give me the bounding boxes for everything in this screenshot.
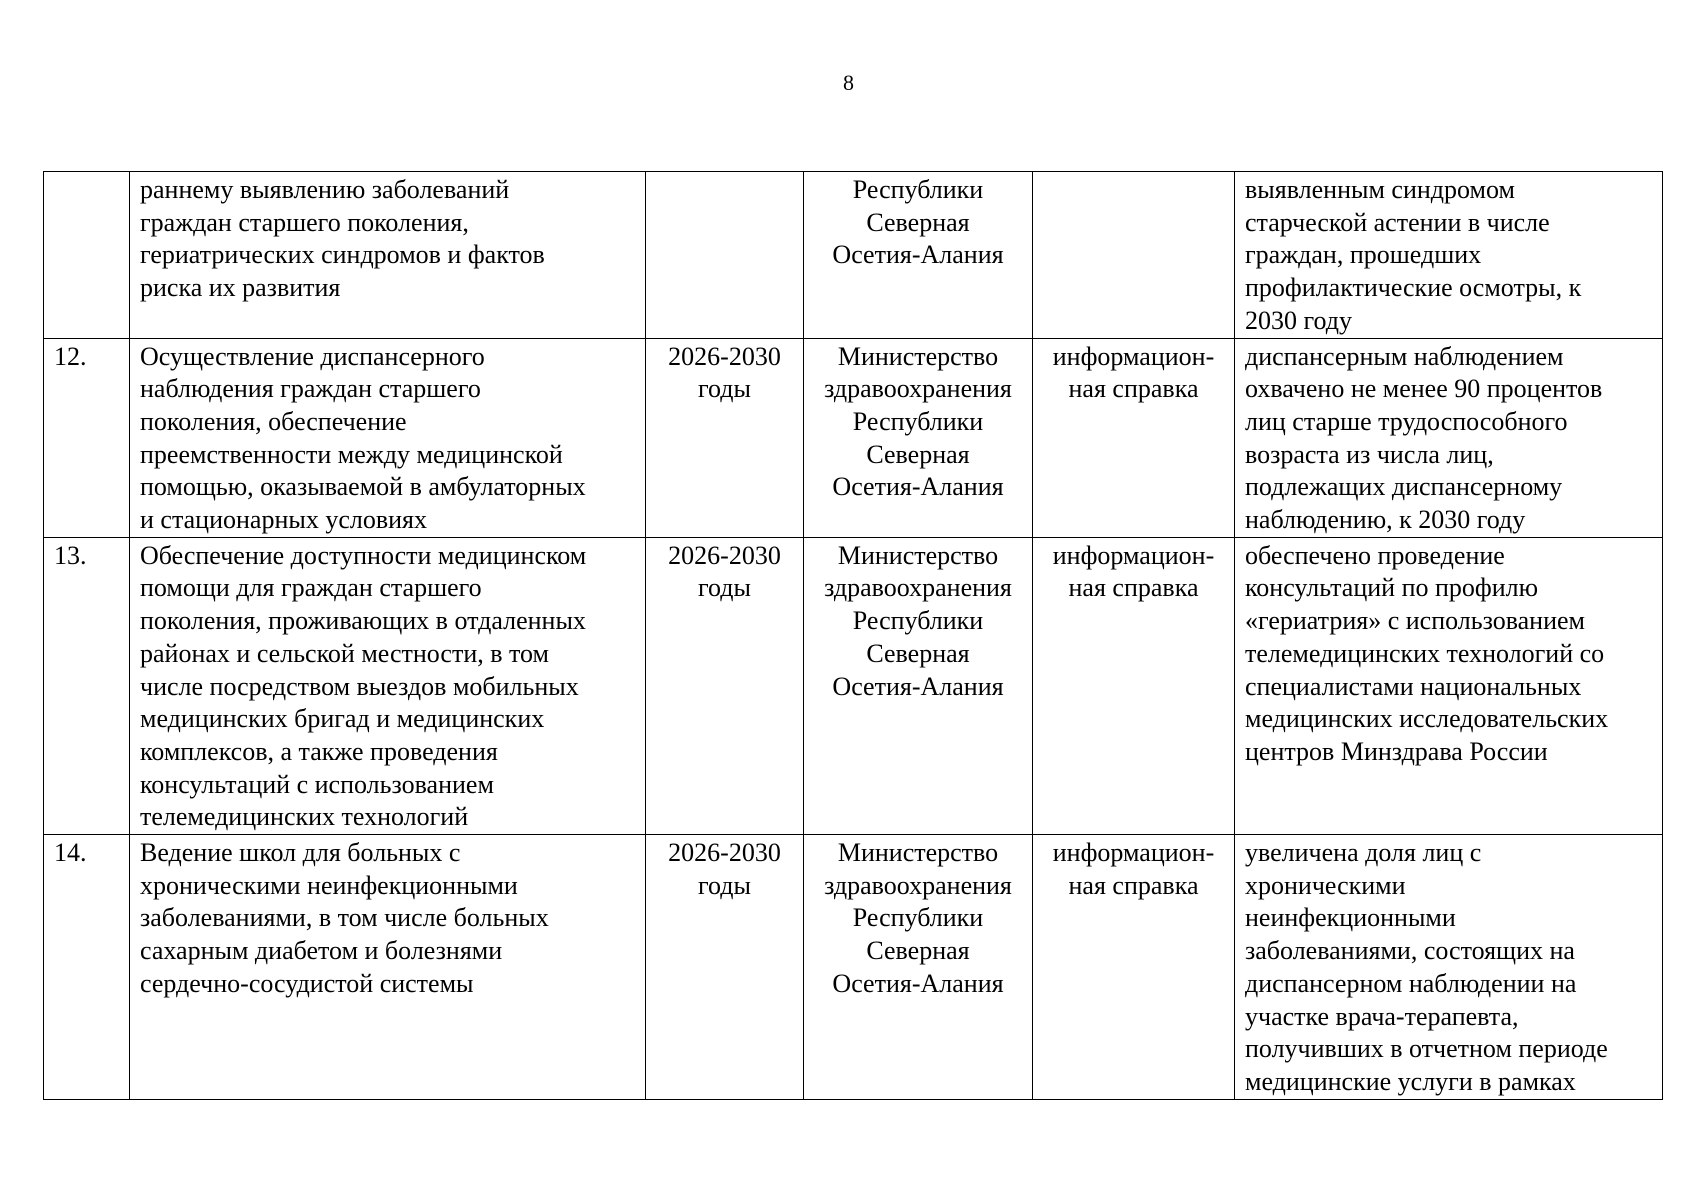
- period-cell: [646, 172, 804, 339]
- row-number-cell: [44, 172, 130, 339]
- table-row: [44, 835, 1663, 1100]
- page-number: 8: [843, 70, 854, 95]
- period-cell: 2026-2030 годы: [646, 835, 804, 1100]
- executor-cell: Министерство здравоохранения Республики Северная Осетия-Алания: [804, 338, 1033, 537]
- table-row: [44, 172, 1663, 339]
- table-row: [44, 537, 1663, 834]
- row-number-cell: 12.: [44, 338, 130, 537]
- row-number-cell: 14.: [44, 835, 130, 1100]
- expected-result-cell: выявленным синдромом старческой астении в числе граждан, прошедших профилактические осмотры, к 2030 году: [1235, 172, 1663, 339]
- expected-result-cell: диспансерным наблюдением охвачено не менее 90 процентов лиц старше трудоспособного возраста из числа лиц, подлежащих диспансерному наблюдению, к 2030 году: [1235, 338, 1663, 537]
- activity-description-cell: Ведение школ для больных с хроническими неинфекционными заболеваниями, в том числе больных сахарным диабетом и болезнями сердечно-сосудистой системы: [130, 835, 646, 1100]
- expected-result-cell: увеличена доля лиц с хроническими неинфекционными заболеваниями, состоящих на диспансерном наблюдении на участке врача-терапевта, получивших в отчетном периоде медицинские услуги в рамках: [1235, 835, 1663, 1100]
- executor-cell: Министерство здравоохранения Республики Северная Осетия-Алания: [804, 537, 1033, 834]
- report-form-cell: информацион- ная справка: [1033, 835, 1235, 1100]
- activity-description-cell: Обеспечение доступности медицинском помощи для граждан старшего поколения, проживающих в отдаленных районах и сельской местности, в том числе посредством выездов мобильных медицинских бригад и медицинских комплексов, а также проведения консультаций с использованием телемедицинских технологий: [130, 537, 646, 834]
- executor-cell: Республики Северная Осетия-Алания: [804, 172, 1033, 339]
- period-cell: 2026-2030 годы: [646, 537, 804, 834]
- row-number-cell: 13.: [44, 537, 130, 834]
- table-row: [44, 338, 1663, 537]
- report-form-cell: информацион- ная справка: [1033, 338, 1235, 537]
- activity-description-cell: Осуществление диспансерного наблюдения граждан старшего поколения, обеспечение преемственности между медицинской помощью, оказываемой в амбулаторных и стационарных условиях: [130, 338, 646, 537]
- activity-plan-table: [43, 171, 1663, 1100]
- report-form-cell: информацион- ная справка: [1033, 537, 1235, 834]
- expected-result-cell: обеспечено проведение консультаций по профилю «гериатрия» с использованием телемедицинских технологий со специалистами национальных медицинских исследовательских центров Минздрава России: [1235, 537, 1663, 834]
- report-form-cell: [1033, 172, 1235, 339]
- activity-description-cell: раннему выявлению заболеваний граждан старшего поколения, гериатрических синдромов и фактов риска их развития: [130, 172, 646, 339]
- period-cell: 2026-2030 годы: [646, 338, 804, 537]
- executor-cell: Министерство здравоохранения Республики Северная Осетия-Алания: [804, 835, 1033, 1100]
